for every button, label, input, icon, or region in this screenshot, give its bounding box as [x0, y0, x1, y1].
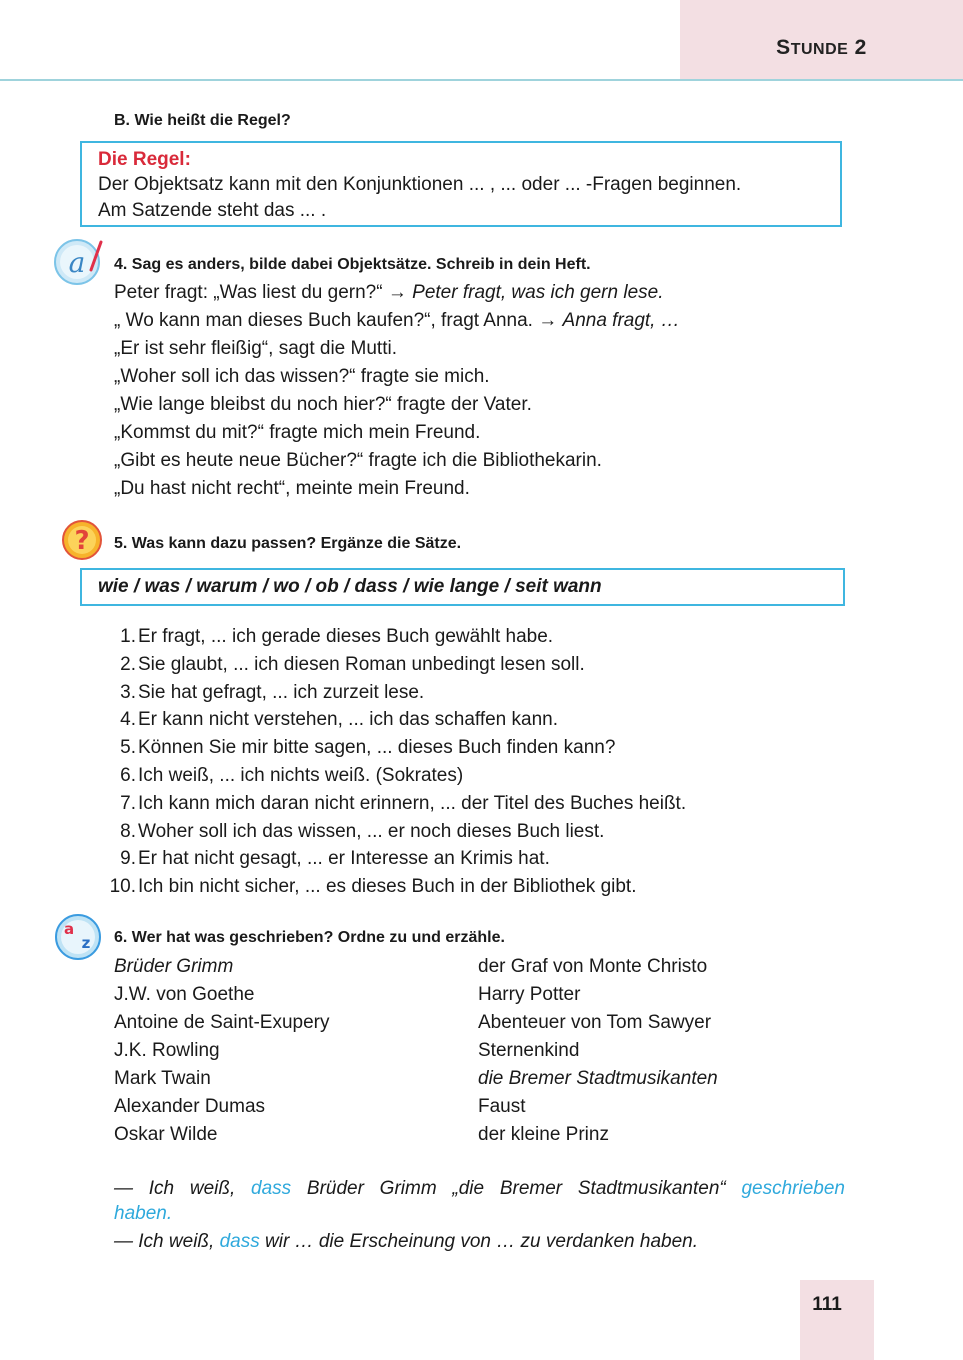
work-item: die Bremer Stadtmusikanten: [478, 1068, 718, 1089]
task5-heading: 5. Was kann dazu passen? Ergänze die Sätze.: [114, 535, 462, 552]
list-item: 4. Er kann nicht verstehen, ... ich das schaffen kann.: [120, 709, 559, 731]
list-item: 7. Ich kann mich daran nicht erinnern, ... der Titel des Buches heißt.: [120, 792, 687, 814]
authors-column: [114, 953, 329, 1149]
work-item: Faust: [478, 1096, 526, 1117]
list-item: 6. Ich weiß, ... ich nichts weiß. (Sokrates): [120, 764, 464, 786]
work-item: der Graf von Monte Christo: [478, 956, 708, 977]
rule-line: Der Objektsatz kann mit den Konjunktionen ... , ... oder ... -Fragen beginnen.: [98, 174, 742, 195]
author-item: Oskar Wilde: [114, 1124, 218, 1145]
list-item: 5. Können Sie mir bitte sagen, ... dieses Buch finden kann?: [120, 737, 616, 759]
page-number-tab: [800, 1280, 874, 1360]
list-item: 2. Sie glaubt, ... ich diesen Roman unbedingt lesen soll.: [120, 653, 585, 675]
work-item: Abenteuer von Tom Sawyer: [478, 1012, 712, 1033]
list-item: 10. Ich bin nicht sicher, ... es dieses Buch in der Bibliothek gibt.: [109, 876, 637, 898]
example-sentence-1-end: haben.: [114, 1203, 173, 1224]
author-item: J.K. Rowling: [114, 1040, 220, 1061]
rule-text: [98, 172, 741, 224]
task4-line: „Gibt es heute neue Bücher?“ fragte ich die Bibliothekarin.: [114, 450, 602, 471]
question-mark-icon: [61, 519, 103, 561]
list-item: 9. Er hat nicht gesagt, ... er Interesse an Krimis hat.: [120, 848, 550, 870]
author-item: Alexander Dumas: [114, 1096, 266, 1117]
works-column: [478, 953, 718, 1149]
task4-line: „Er ist sehr fleißig“, sagt die Mutti.: [114, 338, 397, 359]
work-item: der kleine Prinz: [478, 1124, 609, 1145]
task4-line: „Kommst du mit?“ fragte mich mein Freund.: [114, 422, 481, 443]
list-item: 1. Er fragt, ... ich gerade dieses Buch gewählt habe.: [120, 626, 554, 647]
list-item: 8. Woher soll ich das wissen, ... er noch dieses Buch liest.: [120, 820, 605, 842]
task4-line: „ Wo kann man dieses Buch kaufen?“, fragt Anna. → Anna fragt, …: [114, 310, 680, 331]
svg-text:a: a: [68, 246, 86, 279]
author-item: Antoine de Saint-Exupery: [114, 1012, 330, 1033]
rule-title: Die Regel:: [98, 149, 191, 170]
list-item: 3. Sie hat gefragt, ... ich zurzeit lese.: [120, 681, 425, 703]
task6-heading: 6. Wer hat was geschrieben? Ordne zu und erzähle.: [114, 929, 505, 946]
author-item: Brüder Grimm: [114, 956, 234, 977]
author-item: J.W. von Goethe: [114, 984, 255, 1005]
svg-text:?: ?: [74, 526, 90, 556]
rule-line: Am Satzende steht das ... .: [98, 200, 327, 221]
example-sentence-2: — Ich weiß, dass wir … die Erscheinung von … zu verdanken haben.: [114, 1231, 699, 1252]
pen-letter-a-icon: [53, 236, 105, 288]
header-divider: [0, 79, 963, 81]
task4-line: „Du hast nicht recht“, meinte mein Freund.: [114, 478, 470, 499]
task4-line: „Woher soll ich das wissen?“ fragte sie mich.: [114, 366, 490, 387]
lesson-title: STUNDE 2: [776, 36, 867, 59]
task4-line: „Wie lange bleibst du noch hier?“ fragte der Vater.: [114, 394, 532, 415]
task4-lines: [114, 279, 680, 503]
word-bank: wie / was / warum / wo / ob / dass / wie lange / seit wann: [98, 576, 602, 597]
work-item: Sternenkind: [478, 1040, 580, 1061]
page-number: 111: [812, 1294, 842, 1315]
svg-text:z: z: [81, 934, 91, 952]
section-b-heading: B. Wie heißt die Regel?: [114, 112, 291, 129]
a-z-icon: [53, 912, 103, 962]
task5-list: [100, 623, 686, 901]
work-item: Harry Potter: [478, 984, 581, 1005]
task4-line: Peter fragt: „Was liest du gern?“ → Peter fragt, was ich gern lese.: [114, 282, 664, 303]
author-item: Mark Twain: [114, 1068, 211, 1089]
task4-heading: 4. Sag es anders, bilde dabei Objektsätze. Schreib in dein Heft.: [114, 256, 591, 273]
example-sentence-1: — Ich weiß, dass Brüder Grimm „die Bremer Stadtmusikanten“ geschrieben: [114, 1178, 846, 1199]
svg-text:a: a: [63, 920, 75, 938]
